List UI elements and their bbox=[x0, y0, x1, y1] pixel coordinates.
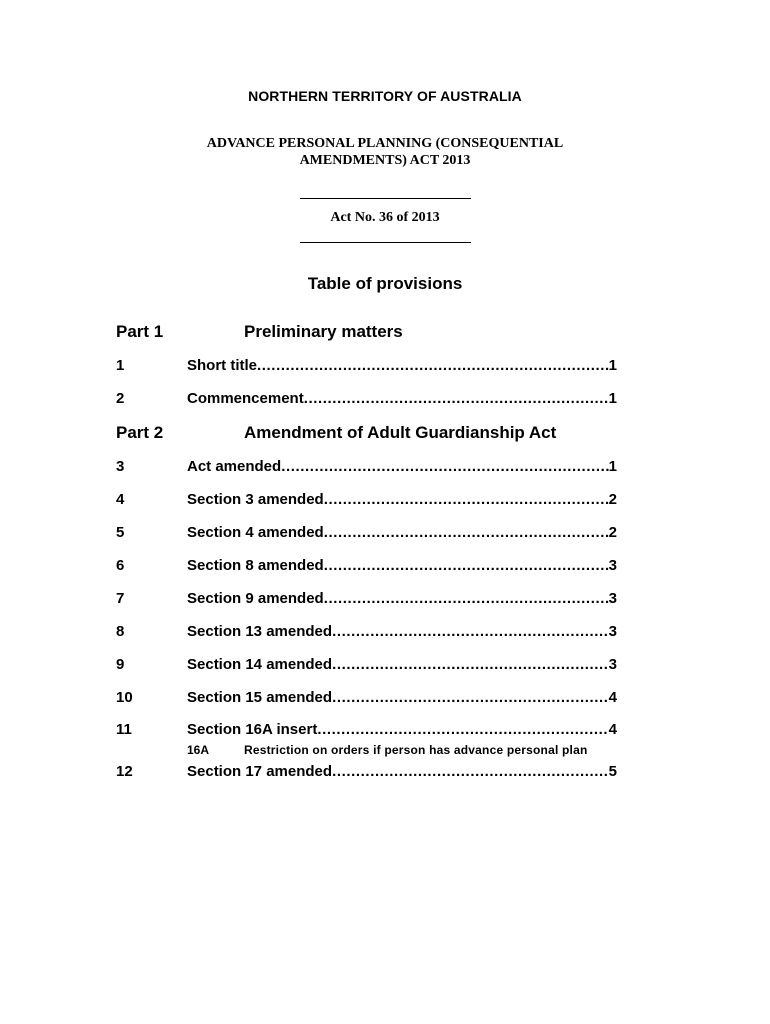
section-number: 11 bbox=[116, 721, 132, 738]
section-title: Section 13 amended bbox=[187, 623, 333, 640]
dot-leader bbox=[324, 491, 609, 508]
section-number: 1 bbox=[116, 357, 125, 374]
toc-entry[interactable] bbox=[116, 390, 617, 410]
section-link[interactable] bbox=[187, 721, 617, 738]
subsection-number: 16A bbox=[187, 743, 210, 757]
section-title: Section 3 amended bbox=[187, 491, 324, 508]
toc-entry[interactable] bbox=[116, 623, 617, 643]
section-link[interactable] bbox=[187, 458, 617, 475]
section-title: Section 14 amended bbox=[187, 656, 333, 673]
toc-entry[interactable] bbox=[116, 557, 617, 577]
section-title: Section 15 amended bbox=[187, 689, 333, 706]
dot-leader bbox=[324, 557, 609, 574]
part-heading bbox=[116, 423, 626, 445]
page-number: 3 bbox=[608, 590, 617, 607]
section-link[interactable] bbox=[187, 524, 617, 541]
toc-entry[interactable] bbox=[116, 357, 617, 377]
section-link[interactable] bbox=[187, 491, 617, 508]
section-number: 3 bbox=[116, 458, 125, 475]
section-link[interactable] bbox=[187, 590, 617, 607]
dot-leader bbox=[332, 656, 609, 673]
toc-entry[interactable] bbox=[116, 491, 617, 511]
page-number: 2 bbox=[608, 491, 617, 508]
act-title-line-1: ADVANCE PERSONAL PLANNING (CONSEQUENTIAL bbox=[206, 136, 564, 151]
divider-top bbox=[300, 198, 471, 199]
toc-entry[interactable] bbox=[116, 763, 617, 783]
section-number: 5 bbox=[116, 524, 125, 541]
section-number: 10 bbox=[116, 689, 133, 706]
page-number: 3 bbox=[608, 656, 617, 673]
page-number: 3 bbox=[608, 623, 617, 640]
section-number: 2 bbox=[116, 390, 125, 407]
section-title: Short title bbox=[187, 357, 257, 374]
section-link[interactable] bbox=[187, 357, 617, 374]
section-link[interactable] bbox=[187, 623, 617, 640]
page-number: 3 bbox=[608, 557, 617, 574]
dot-leader bbox=[332, 689, 609, 706]
dot-leader bbox=[332, 623, 609, 640]
part-heading bbox=[116, 322, 626, 344]
page-number: 1 bbox=[608, 390, 617, 407]
section-number: 12 bbox=[116, 763, 133, 780]
section-title: Section 9 amended bbox=[187, 590, 324, 607]
section-number: 4 bbox=[116, 491, 125, 508]
page-number: 2 bbox=[608, 524, 617, 541]
page-number: 1 bbox=[608, 357, 617, 374]
dot-leader bbox=[281, 458, 608, 475]
dot-leader bbox=[324, 590, 609, 607]
section-number: 9 bbox=[116, 656, 125, 673]
subsection-title[interactable]: Restriction on orders if person has advance personal plan bbox=[244, 743, 588, 757]
toc-entry[interactable] bbox=[116, 590, 617, 610]
act-title bbox=[0, 135, 770, 169]
section-title: Section 4 amended bbox=[187, 524, 324, 541]
section-title: Commencement bbox=[187, 390, 304, 407]
toc-entry[interactable] bbox=[116, 524, 617, 544]
section-title: Section 17 amended bbox=[187, 763, 333, 780]
page-number: 4 bbox=[608, 721, 617, 738]
dot-leader bbox=[317, 721, 608, 738]
section-link[interactable] bbox=[187, 390, 617, 407]
toc-subentry[interactable] bbox=[187, 743, 627, 759]
section-number: 7 bbox=[116, 590, 125, 607]
dot-leader bbox=[257, 357, 609, 374]
page-number: 5 bbox=[608, 763, 617, 780]
divider-bottom bbox=[300, 242, 471, 243]
section-link[interactable] bbox=[187, 557, 617, 574]
section-number: 8 bbox=[116, 623, 125, 640]
dot-leader bbox=[304, 390, 609, 407]
dot-leader bbox=[324, 524, 609, 541]
section-title: Section 16A insert bbox=[187, 721, 318, 738]
jurisdiction-heading: NORTHERN TERRITORY OF AUSTRALIA bbox=[248, 88, 522, 104]
section-number: 6 bbox=[116, 557, 125, 574]
section-title: Act amended bbox=[187, 458, 282, 475]
dot-leader bbox=[332, 763, 609, 780]
page-number: 1 bbox=[608, 458, 617, 475]
part-label: Part 1 bbox=[116, 322, 164, 341]
toc-entry[interactable] bbox=[116, 689, 617, 709]
part-title: Preliminary matters bbox=[244, 322, 403, 341]
section-link[interactable] bbox=[187, 763, 617, 780]
act-title-line-2: AMENDMENTS) ACT 2013 bbox=[299, 153, 471, 168]
section-link[interactable] bbox=[187, 656, 617, 673]
toc-heading: Table of provisions bbox=[307, 274, 463, 293]
act-number: Act No. 36 of 2013 bbox=[330, 210, 440, 225]
part-label: Part 2 bbox=[116, 423, 164, 442]
toc-entry[interactable] bbox=[116, 656, 617, 676]
toc-entry[interactable] bbox=[116, 721, 617, 741]
page-number: 4 bbox=[608, 689, 617, 706]
part-title: Amendment of Adult Guardianship Act bbox=[244, 423, 557, 442]
section-title: Section 8 amended bbox=[187, 557, 324, 574]
section-link[interactable] bbox=[187, 689, 617, 706]
toc-entry[interactable] bbox=[116, 458, 617, 478]
